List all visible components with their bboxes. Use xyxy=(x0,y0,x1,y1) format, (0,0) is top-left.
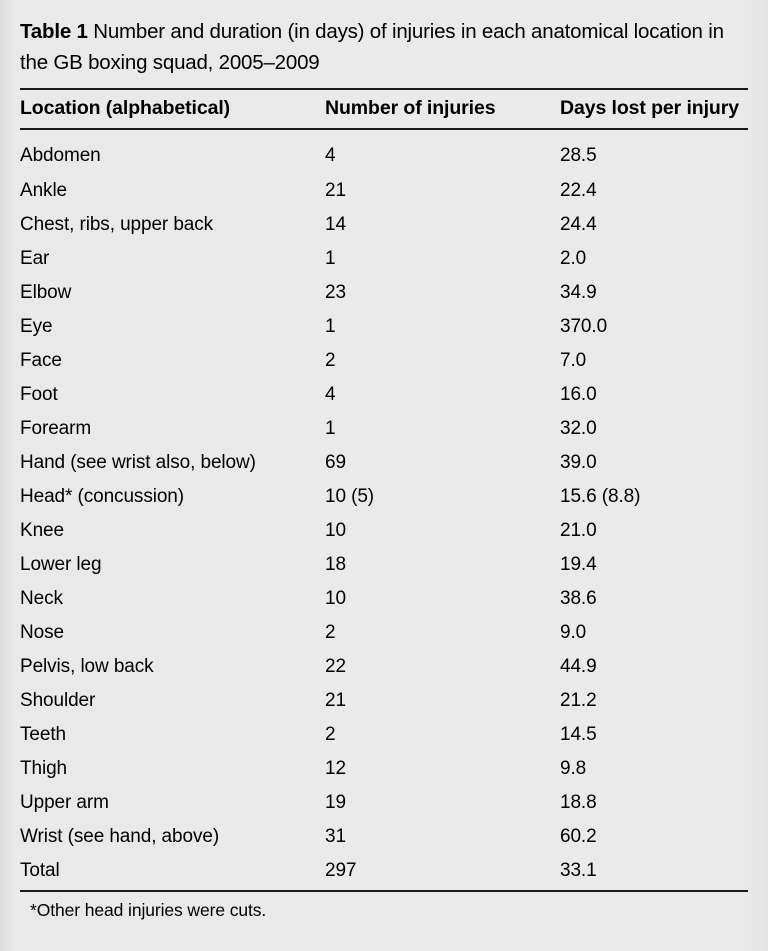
cell-location: Lower leg xyxy=(20,554,102,575)
cell-number: 10 (5) xyxy=(325,486,375,507)
cell-location: Foot xyxy=(20,384,58,405)
cell-location: Upper arm xyxy=(20,792,109,813)
cell-number: 12 xyxy=(325,758,346,779)
cell-number: 1 xyxy=(325,418,336,439)
cell-location: Total xyxy=(20,860,60,881)
table-caption xyxy=(0,0,768,78)
cell-days: 24.4 xyxy=(560,214,597,235)
cell-number: 4 xyxy=(325,384,336,405)
cell-days: 32.0 xyxy=(560,418,597,439)
cell-number: 22 xyxy=(325,656,346,677)
cell-days: 18.8 xyxy=(560,792,597,813)
cell-number: 2 xyxy=(325,622,336,643)
table-row xyxy=(20,378,748,412)
table-row xyxy=(20,684,748,718)
cell-number: 1 xyxy=(325,248,336,269)
cell-number: 1 xyxy=(325,316,336,337)
table-body xyxy=(20,130,748,888)
cell-days: 28.5 xyxy=(560,145,597,166)
table-row xyxy=(20,242,748,276)
cell-location: Neck xyxy=(20,588,63,609)
table-row xyxy=(20,480,748,514)
cell-days: 9.8 xyxy=(560,758,587,779)
table-header xyxy=(20,90,748,128)
table-row xyxy=(20,718,748,752)
table-row xyxy=(20,820,748,854)
table-row xyxy=(20,854,748,888)
table-row xyxy=(20,582,748,616)
cell-number: 14 xyxy=(325,214,346,235)
cell-location: Shoulder xyxy=(20,690,96,711)
table-row xyxy=(20,650,748,684)
cell-days: 38.6 xyxy=(560,588,597,609)
injuries-table-body xyxy=(20,130,748,888)
cell-location: Thigh xyxy=(20,758,68,779)
table-row xyxy=(20,548,748,582)
injuries-table xyxy=(20,90,748,128)
cell-location: Head* (concussion) xyxy=(20,486,185,507)
column-header-number: Number of injuries xyxy=(325,97,496,119)
cell-number: 2 xyxy=(325,724,336,745)
cell-days: 60.2 xyxy=(560,826,597,847)
cell-location: Abdomen xyxy=(20,145,101,166)
cell-days: 14.5 xyxy=(560,724,597,745)
table-row xyxy=(20,412,748,446)
cell-number: 297 xyxy=(325,860,357,881)
cell-number: 31 xyxy=(325,826,346,847)
table-row xyxy=(20,276,748,310)
cell-location: Nose xyxy=(20,622,64,643)
column-header-days: Days lost per injury xyxy=(560,97,739,119)
table-caption-text: Number and duration (in days) of injuries in each anatomical location in the GB boxing squad, 2005–2009 xyxy=(20,20,724,74)
cell-days: 370.0 xyxy=(560,316,608,337)
table-footnote: *Other head injuries were cuts. xyxy=(30,900,267,920)
cell-number: 4 xyxy=(325,145,336,166)
table-row xyxy=(20,208,748,242)
cell-location: Ear xyxy=(20,248,50,269)
cell-days: 2.0 xyxy=(560,248,587,269)
cell-days: 21.2 xyxy=(560,690,597,711)
cell-location: Chest, ribs, upper back xyxy=(20,214,214,235)
cell-number: 23 xyxy=(325,282,346,303)
table-row xyxy=(20,446,748,480)
cell-number: 2 xyxy=(325,350,336,371)
cell-days: 33.1 xyxy=(560,860,597,881)
cell-days: 21.0 xyxy=(560,520,597,541)
cell-number: 21 xyxy=(325,180,346,201)
table-row xyxy=(20,514,748,548)
cell-days: 15.6 (8.8) xyxy=(560,486,641,507)
cell-location: Face xyxy=(20,350,62,371)
cell-location: Forearm xyxy=(20,418,92,439)
table-row xyxy=(20,174,748,208)
cell-number: 10 xyxy=(325,588,346,609)
table-row xyxy=(20,786,748,820)
column-header-location: Location (alphabetical) xyxy=(20,97,231,119)
cell-days: 16.0 xyxy=(560,384,597,405)
table-caption-label: Table 1 xyxy=(20,20,88,43)
cell-days: 34.9 xyxy=(560,282,597,303)
cell-location: Ankle xyxy=(20,180,68,201)
cell-days: 7.0 xyxy=(560,350,587,371)
table-row xyxy=(20,344,748,378)
cell-number: 18 xyxy=(325,554,346,575)
table-row xyxy=(20,616,748,650)
cell-days: 44.9 xyxy=(560,656,597,677)
table-row xyxy=(20,310,748,344)
header-row xyxy=(20,90,748,128)
cell-number: 69 xyxy=(325,452,346,473)
cell-location: Wrist (see hand, above) xyxy=(20,826,220,847)
cell-number: 10 xyxy=(325,520,346,541)
cell-location: Knee xyxy=(20,520,64,541)
cell-location: Eye xyxy=(20,316,53,337)
cell-days: 22.4 xyxy=(560,180,597,201)
cell-days: 9.0 xyxy=(560,622,587,643)
table-row xyxy=(20,130,748,174)
cell-number: 21 xyxy=(325,690,346,711)
cell-days: 39.0 xyxy=(560,452,597,473)
cell-location: Teeth xyxy=(20,724,66,745)
cell-location: Hand (see wrist also, below) xyxy=(20,452,256,473)
cell-location: Elbow xyxy=(20,282,72,303)
cell-number: 19 xyxy=(325,792,346,813)
cell-location: Pelvis, low back xyxy=(20,656,154,677)
table-row xyxy=(20,752,748,786)
cell-days: 19.4 xyxy=(560,554,597,575)
